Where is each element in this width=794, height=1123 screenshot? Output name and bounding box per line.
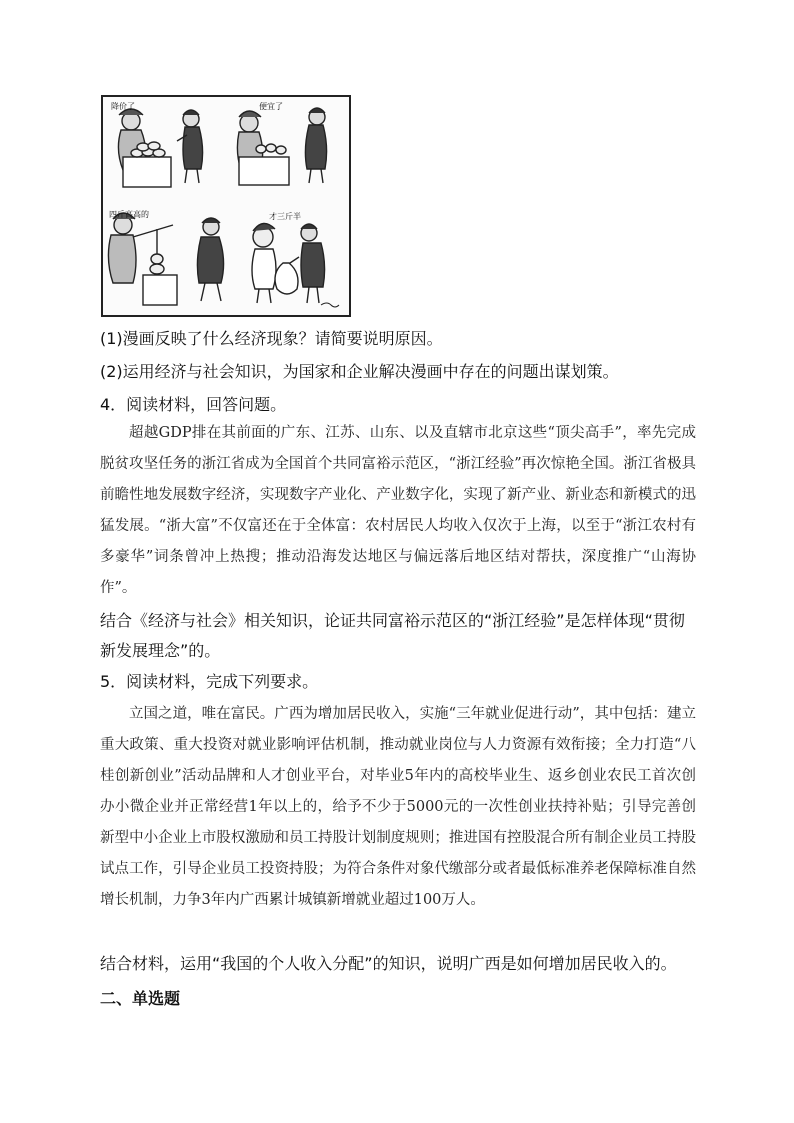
q4-question-text: 结合《经济与社会》相关知识，论证共同富裕示范区的“浙江经验”是怎样体现“贯彻新发展理念”的。 — [100, 611, 685, 660]
q5-material — [100, 699, 696, 916]
q4-material — [100, 418, 696, 604]
panel3-speech: 四斤高高的 — [109, 210, 149, 219]
q5-question-text: 结合材料，运用“我国的个人收入分配”的知识，说明广西是如何增加居民收入的。 — [100, 954, 677, 973]
comic-drawing — [103, 97, 349, 315]
panel2-speech: 便宜了 — [259, 102, 283, 111]
q4-heading: 4．阅读材料，回答问题。 — [100, 395, 287, 414]
q4-material-text: 超越GDP排在其前面的广东、江苏、山东、以及直辖市北京这些“顶尖高手”，率先完成脱贫攻坚任务的浙江省成为全国首个共同富裕示范区，“浙江经验”再次惊艳全国。浙江省极具前瞻性地发展数字经济，实现数字产业化、产业数字化，实现了新产业、新业态和新模式的迅猛发展。“浙大富”不仅富还在于全体富：农村居民人均收入仅次于上海，以至于“浙江农村有多豪华”词条曾冲上热搜；推动沿海发达地区与偏远落后地区结对帮扶，深度推广“山海协作”。 — [100, 425, 696, 596]
q4-question — [100, 606, 696, 666]
panel4-speech: 才三斤半 — [269, 212, 301, 221]
q3-subquestion-2: (2)运用经济与社会知识，为国家和企业解决漫画中存在的问题出谋划策。 — [100, 362, 619, 381]
section-heading: 二、单选题 — [100, 989, 181, 1008]
q3-subquestion-1: (1)漫画反映了什么经济现象？请简要说明原因。 — [100, 329, 443, 348]
q5-question — [100, 949, 696, 979]
comic-illustration — [101, 95, 351, 317]
q5-heading: 5．阅读材料，完成下列要求。 — [100, 672, 319, 691]
q5-material-text: 立国之道，唯在富民。广西为增加居民收入，实施“三年就业促进行动”，其中包括：建立重大政策、重大投资对就业影响评估机制，推动就业岗位与人力资源有效衔接；全力打造“八桂创新创业”活动品牌和人才创业平台，对毕业5年内的高校毕业生、返乡创业农民工首次创办小微企业并正常经营1年以上的，给予不少于5000元的一次性创业扶持补贴；引导完善创新型中小企业上市股权激励和员工持股计划制度规则；推进国有控股混合所有制企业员工持股试点工作，引导企业员工投资持股；为符合条件对象代缴部分或者最低标准养老保障标准自然增长机制，力争3年内广西累计城镇新增就业超过100万人。 — [100, 706, 696, 908]
panel1-speech: 降价了 — [111, 102, 135, 111]
